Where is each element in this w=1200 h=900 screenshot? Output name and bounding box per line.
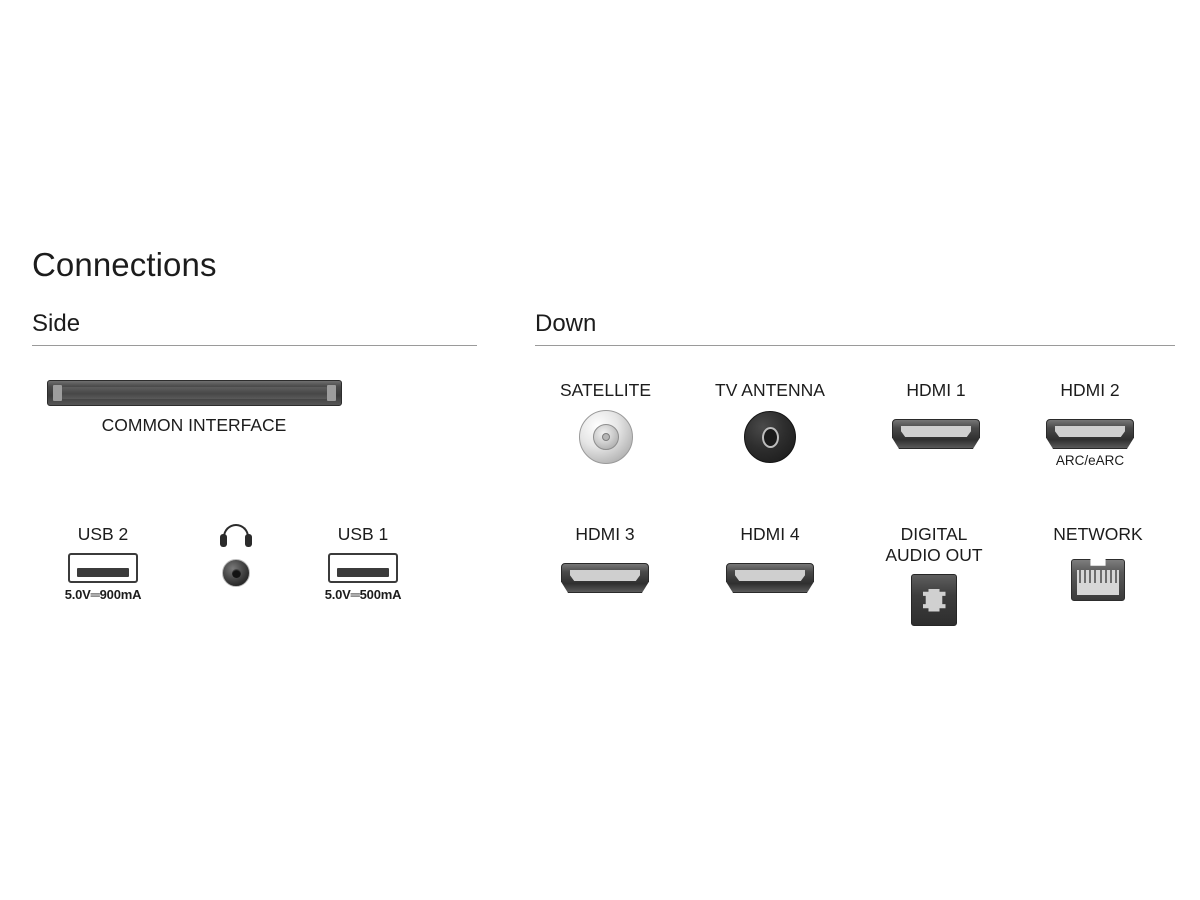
port-common-interface [44, 380, 344, 436]
section-divider-side [32, 345, 477, 346]
rj45-ethernet-port-mouth [1077, 570, 1119, 595]
usb-port-icon [328, 553, 398, 583]
optical-toslink-port-inner [923, 589, 946, 612]
usb-1-art [308, 553, 418, 583]
headphones-icon [219, 524, 253, 550]
usb-port-icon-bar [77, 568, 129, 577]
satellite-f-connector-inner [593, 424, 619, 450]
rj45-ethernet-port-icon [1071, 559, 1125, 601]
headphones-icon-left-cup [220, 534, 227, 547]
coax-antenna-connector-icon [744, 411, 796, 463]
section-divider-down [535, 345, 1175, 346]
port-sublabel-usb-2: 5.0V═900mA [64, 587, 142, 602]
headphones-icon-right-cup [245, 534, 252, 547]
section-title-down: Down [535, 310, 597, 337]
port-label-common-interface: COMMON INTERFACE [101, 415, 287, 435]
network-art [1024, 559, 1172, 601]
port-label-digital-audio-out-line2: AUDIO OUT [885, 545, 983, 565]
rj45-pin [1105, 570, 1107, 583]
port-headphone [196, 524, 276, 587]
usb-port-icon-bar [337, 568, 389, 577]
port-label-network: NETWORK [1053, 524, 1143, 544]
hdmi-port-icon [561, 563, 649, 593]
hdmi-port-icon-mouth [901, 426, 971, 437]
hdmi-1-art [872, 419, 1000, 449]
headphone-jack-hole [232, 569, 241, 578]
port-label-hdmi-2: HDMI 2 [1060, 380, 1120, 400]
port-label-satellite: SATELLITE [559, 380, 652, 400]
digital-audio-out-art [860, 574, 1008, 626]
rj45-pin [1084, 570, 1086, 583]
port-network [1024, 524, 1172, 601]
port-hdmi-2 [1026, 380, 1154, 469]
hdmi-port-icon [1046, 419, 1134, 449]
section-down [535, 310, 1175, 346]
hdmi-port-icon [726, 563, 814, 593]
rj45-pin [1110, 570, 1112, 583]
headphone-jack-icon [222, 559, 250, 587]
port-hdmi-3 [541, 524, 669, 593]
hdmi-port-icon [892, 419, 980, 449]
port-sublabel-hdmi-2: ARC/eARC [1055, 453, 1125, 468]
rj45-pin [1115, 570, 1117, 583]
hdmi-4-art [706, 563, 834, 593]
port-hdmi-4 [706, 524, 834, 593]
common-interface-slot-inner [62, 387, 327, 399]
hdmi-3-art [541, 563, 669, 593]
port-hdmi-1 [872, 380, 1000, 449]
port-label-digital-audio-out-line1: DIGITAL [900, 524, 968, 544]
common-interface-slot-right-end [327, 385, 336, 401]
tv-antenna-art [688, 411, 852, 463]
port-label-usb-2: USB 2 [77, 524, 129, 544]
hdmi-port-icon-mouth [1055, 426, 1125, 437]
port-label-hdmi-3: HDMI 3 [575, 524, 635, 544]
hdmi-2-art [1026, 419, 1154, 449]
rj45-pin [1100, 570, 1102, 583]
optical-toslink-port-icon [911, 574, 957, 626]
port-satellite [537, 380, 674, 464]
port-sublabel-usb-1: 5.0V═500mA [324, 587, 402, 602]
satellite-art [537, 410, 674, 464]
port-tv-antenna [688, 380, 852, 463]
port-usb-2 [48, 524, 158, 603]
coax-antenna-connector-inner [762, 427, 779, 448]
section-side [32, 310, 477, 346]
usb-port-icon [68, 553, 138, 583]
rj45-pin [1089, 570, 1091, 583]
section-title-side: Side [32, 310, 81, 337]
page-title: Connections [32, 246, 217, 283]
rj45-pin [1094, 570, 1096, 583]
common-interface-art [44, 380, 344, 406]
common-interface-slot-left-end [53, 385, 62, 401]
port-label-hdmi-4: HDMI 4 [740, 524, 800, 544]
hdmi-port-icon-mouth [735, 570, 805, 581]
port-label-usb-1: USB 1 [337, 524, 389, 544]
port-label-hdmi-1: HDMI 1 [906, 380, 966, 400]
port-label-tv-antenna: TV ANTENNA [715, 380, 825, 400]
port-usb-1 [308, 524, 418, 603]
headphone-jack-art [196, 559, 276, 587]
rj45-pin [1079, 570, 1081, 583]
satellite-f-connector-icon [579, 410, 633, 464]
common-interface-slot-icon [47, 380, 342, 406]
headphone-symbol-art [196, 524, 276, 550]
usb-2-art [48, 553, 158, 583]
port-digital-audio-out [860, 524, 1008, 626]
satellite-f-connector-pin [602, 433, 610, 441]
hdmi-port-icon-mouth [570, 570, 640, 581]
